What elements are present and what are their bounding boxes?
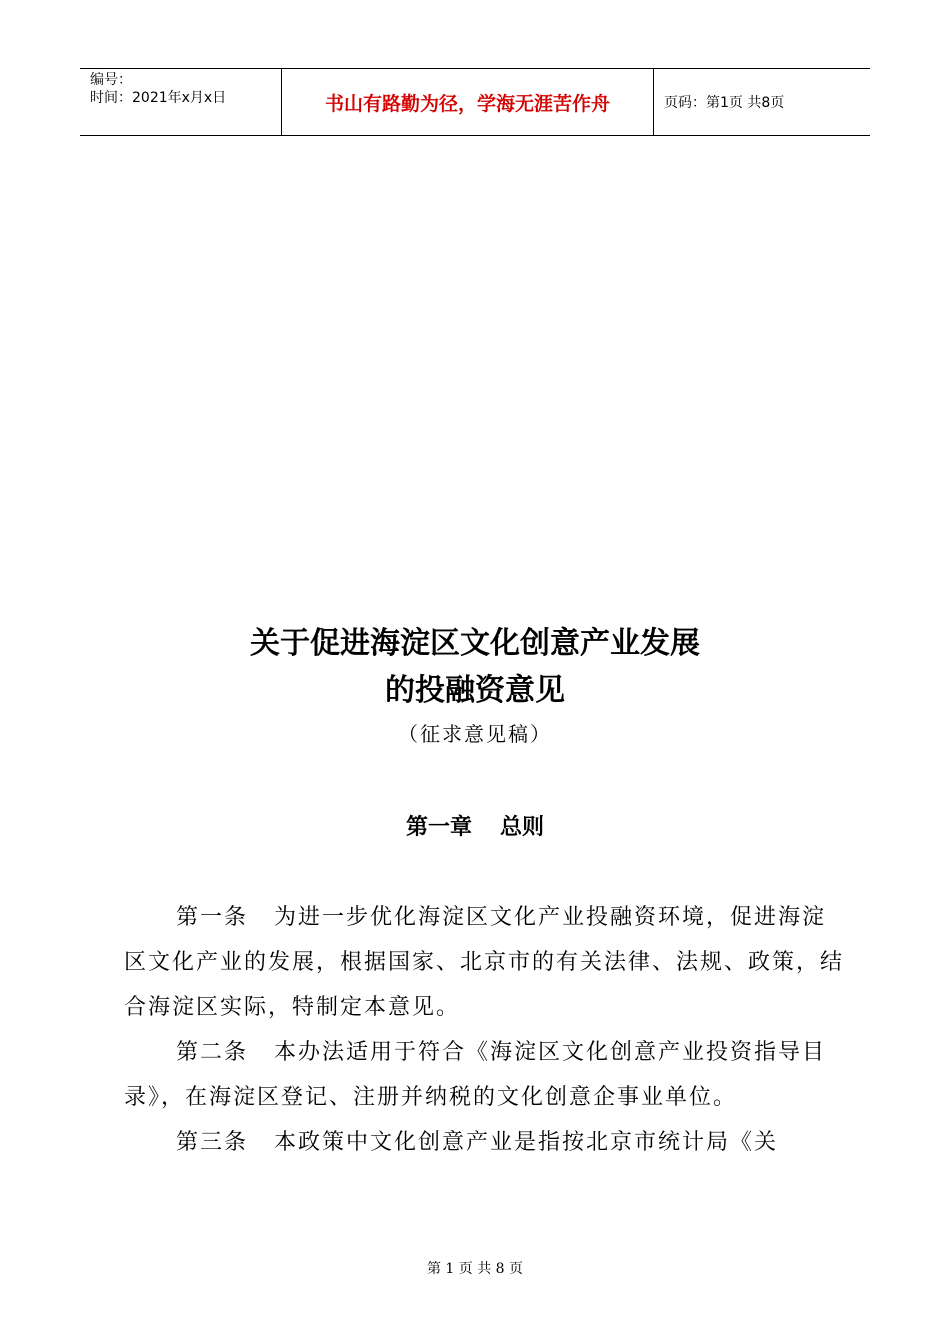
motto-text: 书山有路勤为径，学海无涯苦作舟 [324, 92, 610, 115]
page-info: 页码：第1页 共8页 [664, 95, 785, 111]
article-paragraph [124, 1120, 844, 1165]
article-text: 本办法适用于符合《海淀区文化创意产业投资指导目录》，在海淀区登记、注册并纳税的文化创意企事业单位。 [124, 1040, 827, 1110]
chapter-name: 总则 [500, 815, 545, 840]
chapter-heading [0, 810, 950, 841]
article-label: 第二条 [176, 1040, 249, 1065]
document-body [124, 895, 844, 1165]
document-title-line2: 的投融资意见 [385, 673, 565, 708]
document-subtitle: （征求意见稿） [398, 722, 552, 746]
header-motto-cell [282, 69, 654, 135]
time-label: 时间：2021年x月x日 [90, 90, 227, 106]
article-text: 为进一步优化海淀区文化产业投融资环境，促进海淀区文化产业的发展，根据国家、北京市的有关法律、法规、政策，结合海淀区实际，特制定本意见。 [124, 905, 845, 1020]
header-meta-cell [80, 69, 282, 135]
header-table [80, 68, 870, 136]
article-text: 本政策中文化创意产业是指按北京市统计局《关 [274, 1130, 779, 1155]
chapter-number: 第一章 [405, 815, 472, 840]
article-label: 第三条 [176, 1130, 249, 1155]
article-label: 第一条 [176, 905, 249, 930]
article-paragraph [124, 895, 844, 1030]
article-paragraph [124, 1030, 844, 1120]
number-label: 编号： [90, 72, 132, 88]
header-page-cell [654, 69, 870, 135]
document-title-line1: 关于促进海淀区文化创意产业发展 [250, 626, 700, 661]
page-footer: 第 1 页 共 8 页 [426, 1261, 524, 1277]
